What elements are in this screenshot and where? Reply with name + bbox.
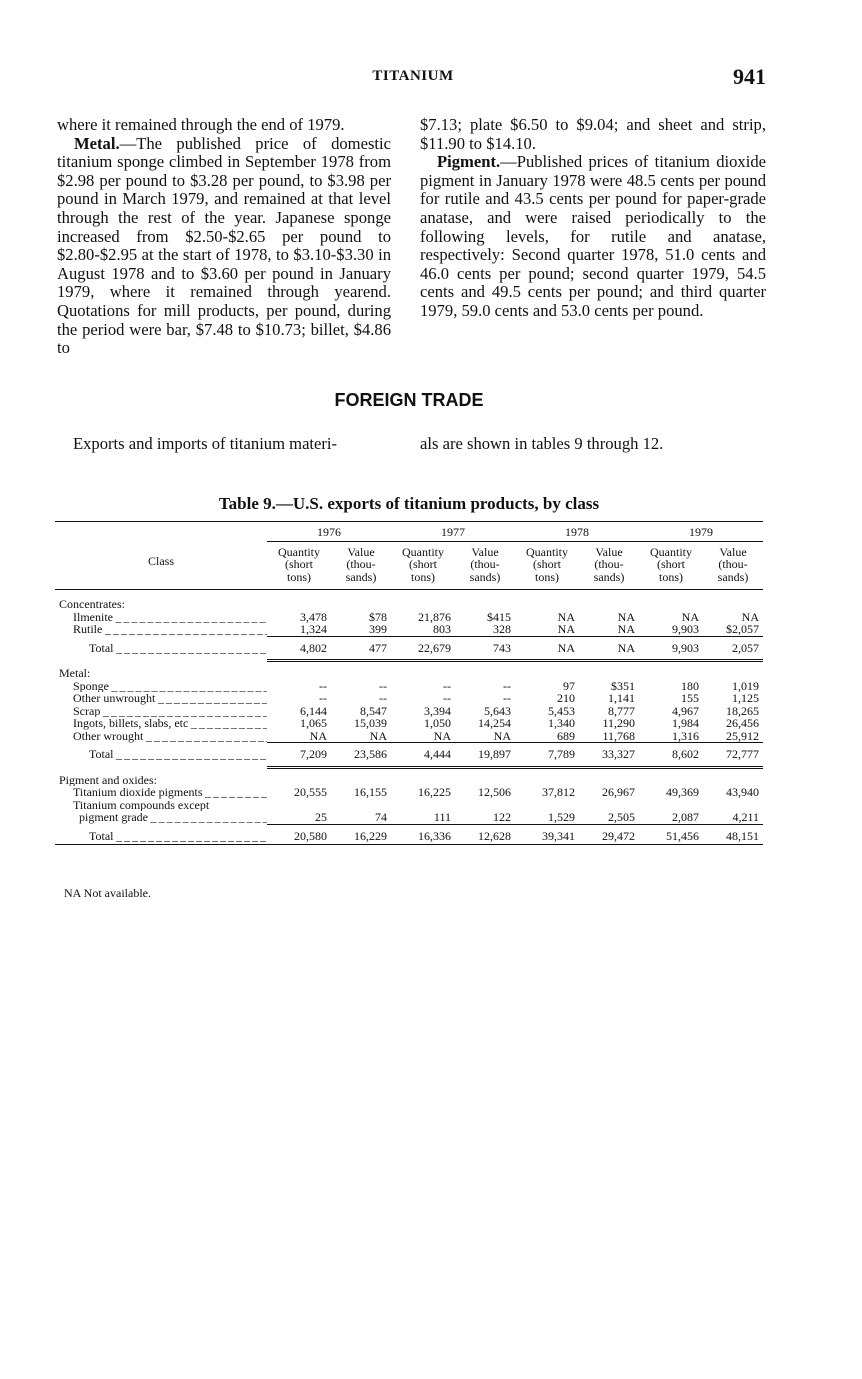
table-cell: 155	[681, 691, 699, 705]
table-footnote: NA Not available.	[64, 886, 151, 900]
table-cell: 1,316	[672, 728, 699, 743]
table-cell: NA	[369, 728, 387, 743]
intro-text-left: Exports and imports of titanium materi-	[73, 434, 338, 453]
table-row	[55, 611, 763, 624]
table-cell: 4,211	[732, 810, 759, 824]
table-cell: NA	[557, 622, 575, 636]
table-cell: 1,019	[732, 678, 759, 693]
table-cell: 2,057	[732, 640, 759, 655]
value-header: Value (thou- sands)	[717, 544, 749, 584]
table-cell: NA	[617, 640, 635, 655]
table-cell: 399	[369, 622, 387, 636]
table-row	[55, 811, 763, 824]
quantity-header: Quantity (short tons)	[278, 544, 320, 584]
table-cell: 743	[493, 640, 511, 655]
table-cell: 8,602	[672, 747, 699, 761]
table-cell: 6,144	[300, 703, 327, 718]
class-header: Class	[147, 554, 174, 569]
table-cell: 7,789	[548, 747, 575, 761]
table-cell: --	[443, 691, 451, 705]
table-cell: 49,369	[666, 785, 699, 799]
table-cell: 19,897	[478, 747, 511, 761]
table-cell: 2,505	[608, 810, 635, 824]
table-row	[55, 680, 763, 693]
row-label: pigment grade _ _ _	[55, 811, 267, 824]
table-cell: 25,912	[726, 728, 759, 743]
running-title: TITANIUM	[372, 68, 454, 84]
table-cell: 20,555	[294, 785, 327, 799]
table-cell: 16,229	[354, 828, 387, 843]
table-cell: 97	[563, 678, 575, 693]
paragraph-metal-text: —The published price of domestic titanium sponge climbed in September 1978 from $2.98 per pound to $3.28 per pound, to $3.98 per pound in March 1979, and remained at that level through the rest of the year. Japanese sponge increased from $2.50-$2.65 per pound to $2.80-$2.95 at the start of 1978, to $3.10-$3.30 in August 1978 and to $3.60 per pound in January 1979, where it remained through yearend. Quotations for mill products, per pound, during the period were bar, $7.48 to $10.73; billet, $4.86 to	[57, 133, 391, 358]
table-cell: 7,209	[300, 747, 327, 761]
table-cell: 12,628	[478, 828, 511, 843]
row-label: Scrap _ _ _	[55, 705, 267, 718]
table-cell: 1,984	[672, 716, 699, 730]
table-cell: 11,768	[602, 728, 635, 743]
table-cell: 3,394	[424, 703, 451, 718]
table-row	[55, 717, 763, 730]
table-cell: 20,580	[294, 828, 327, 843]
paragraph-pigment-text: —Published prices of titanium dioxide pigment in January 1978 were 48.5 cents per pound for rutile and 43.5 cents per pound for paper-grade anatase, and were raised periodically to the following levels, for rutile and anatase, respectively: Second quarter 1978, 51.0 cents and 46.0 cents per pound; second quarter 1979, 54.5 cents and 49.5 cents per pound; and third quarter 1979, 59.0 cents and 53.0 cents per pound.	[420, 152, 766, 320]
table-cell: 16,225	[418, 785, 451, 799]
table-cell: 2,087	[672, 810, 699, 824]
table-cell: 4,802	[300, 640, 327, 655]
right-text-column	[420, 116, 766, 321]
page-number: 941	[733, 64, 766, 89]
table-cell: 3,478	[300, 609, 327, 624]
year-header: 1976	[267, 526, 391, 541]
row-label-line1: Titanium compounds except	[73, 798, 210, 811]
row-label: Total _ _ _	[55, 830, 267, 843]
table-cell: NA	[617, 622, 635, 636]
table-cell: 8,547	[360, 703, 387, 718]
table-cell: 1,529	[548, 810, 575, 824]
total-row	[55, 642, 763, 655]
paragraph-pigment	[420, 153, 766, 320]
table-cell: 23,586	[354, 747, 387, 761]
table-cell: 25	[315, 810, 327, 824]
table-cell: NA	[557, 640, 575, 655]
paragraph-continuation-right: $7.13; plate $6.50 to $9.04; and sheet and strip, $11.90 to $14.10.	[420, 115, 766, 153]
table-cell: 1,141	[608, 691, 635, 705]
table-row	[55, 786, 763, 799]
left-text-column	[57, 116, 391, 358]
table-cell: 12,506	[478, 785, 511, 799]
total-row	[55, 830, 763, 843]
table-row	[55, 623, 763, 636]
value-header: Value (thou- sands)	[593, 544, 625, 584]
table-cell: 8,777	[608, 703, 635, 718]
section-heading: FOREIGN TRADE	[334, 390, 484, 410]
group-heading-pigment: Pigment and oxides:	[59, 773, 157, 786]
table-row	[55, 705, 763, 718]
row-label: Titanium dioxide pigments _ _ _	[55, 786, 267, 799]
table-row	[55, 730, 763, 743]
row-label: Ingots, billets, slabs, etc _ _ _	[55, 717, 267, 730]
table-cell: --	[503, 678, 511, 693]
table-cell: --	[319, 678, 327, 693]
table-cell: 477	[369, 640, 387, 655]
quantity-header: Quantity (short tons)	[526, 544, 568, 584]
table-cell: 5,453	[548, 703, 575, 718]
table-cell: 180	[681, 678, 699, 693]
table-cell: 72,777	[726, 747, 759, 761]
row-label: Rutile _ _ _	[55, 623, 267, 636]
runin-heading-metal: Metal.	[74, 133, 120, 153]
table-cell: 1,065	[300, 716, 327, 730]
paragraph-continuation: where it remained through the end of 1979.	[57, 115, 345, 134]
table-cell: 21,876	[418, 609, 451, 624]
table-cell: 74	[375, 810, 387, 824]
table-cell: NA	[493, 728, 511, 743]
table-cell: 803	[433, 622, 451, 636]
table-cell: --	[443, 678, 451, 693]
table-cell: 39,341	[542, 828, 575, 843]
table-cell: 689	[557, 728, 575, 743]
table-cell: 1,050	[424, 716, 451, 730]
table-cell: 111	[433, 810, 451, 824]
table-cell: --	[319, 691, 327, 705]
table-cell: NA	[741, 609, 759, 624]
table-cell: --	[503, 691, 511, 705]
table-cell: 9,903	[672, 640, 699, 655]
table-cell: 9,903	[672, 622, 699, 636]
intro-text-right: als are shown in tables 9 through 12.	[420, 434, 664, 453]
table-cell: 48,151	[726, 828, 759, 843]
table-cell: 15,039	[354, 716, 387, 730]
row-label: Total _ _ _	[55, 748, 267, 761]
value-header: Value (thou- sands)	[469, 544, 501, 584]
quantity-header: Quantity (short tons)	[650, 544, 692, 584]
year-header-row	[55, 526, 763, 541]
table-cell: 22,679	[418, 640, 451, 655]
table-cell: 4,967	[672, 703, 699, 718]
table-cell: 210	[557, 691, 575, 705]
page-header	[0, 64, 862, 94]
table-title: Table 9.—U.S. exports of titanium products, by class	[218, 494, 600, 513]
table-cell: 33,327	[602, 747, 635, 761]
row-label: Sponge _ _ _	[55, 680, 267, 693]
table-cell: 16,155	[354, 785, 387, 799]
group-heading-metal: Metal:	[59, 667, 91, 680]
table-cell: NA	[433, 728, 451, 743]
table-cell: $78	[369, 609, 387, 624]
value-header: Value (thou- sands)	[345, 544, 377, 584]
table-cell: NA	[681, 609, 699, 624]
group-heading-concentrates: Concentrates:	[59, 598, 125, 611]
table-cell: 1,324	[300, 622, 327, 636]
year-header: 1978	[515, 526, 639, 541]
table-cell: 18,265	[726, 703, 759, 718]
table-cell: 43,940	[726, 785, 759, 799]
table-cell: --	[379, 691, 387, 705]
table-cell: 51,456	[666, 828, 699, 843]
row-label: Other unwrought _ _ _	[55, 692, 267, 705]
table-cell: 11,290	[602, 716, 635, 730]
table-cell: NA	[309, 728, 327, 743]
table-cell: NA	[557, 609, 575, 624]
total-row	[55, 748, 763, 761]
year-header: 1979	[639, 526, 763, 541]
table-cell: 122	[493, 810, 511, 824]
year-header: 1977	[391, 526, 515, 541]
table-cell: $351	[611, 678, 635, 693]
table-cell: 16,336	[418, 828, 451, 843]
table-cell: NA	[617, 609, 635, 624]
row-label: Other wrought _ _ _	[55, 730, 267, 743]
runin-heading-pigment: Pigment.	[437, 152, 501, 172]
table-cell: $415	[487, 609, 511, 624]
table-cell: 328	[493, 622, 511, 636]
exports-table	[55, 521, 763, 845]
table-row	[55, 692, 763, 705]
table-cell: 26,456	[726, 716, 759, 730]
table-cell: $2,057	[726, 622, 759, 636]
table-cell: 26,967	[602, 785, 635, 799]
quantity-header: Quantity (short tons)	[402, 544, 444, 584]
table-cell: --	[379, 678, 387, 693]
table-cell: 37,812	[542, 785, 575, 799]
paragraph-metal	[57, 135, 391, 358]
row-label: Total _ _ _	[55, 642, 267, 655]
table-cell: 14,254	[478, 716, 511, 730]
table-cell: 29,472	[602, 828, 635, 843]
row-label: Ilmenite _ _ _	[55, 611, 267, 624]
table-cell: 4,444	[424, 747, 451, 761]
table-cell: 1,125	[732, 691, 759, 705]
table-cell: 5,643	[484, 703, 511, 718]
table-cell: 1,340	[548, 716, 575, 730]
